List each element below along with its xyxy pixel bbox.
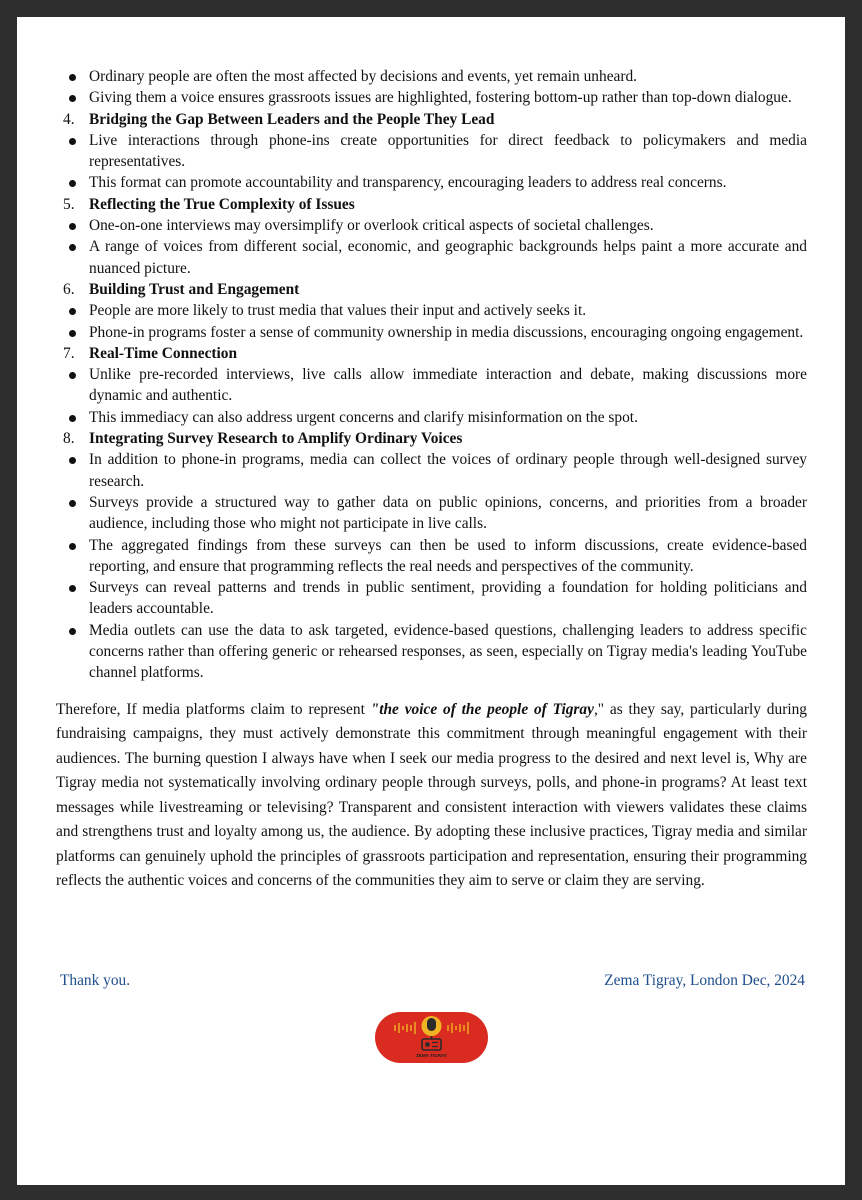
conclusion-text-start: Therefore, If media platforms claim to represent [56,700,371,718]
numbered-heading [17,109,845,130]
heading-number: 4. [63,110,75,128]
document-body [17,66,845,894]
heading-text: Bridging the Gap Between Leaders and the People They Lead [89,110,495,128]
numbered-heading [17,194,845,215]
bullet-item: Phone-in programs foster a sense of community ownership in media discussions, encouraging ongoing engagement. [17,322,845,343]
numbered-heading [17,343,845,364]
bullet-item: Media outlets can use the data to ask targeted, evidence-based questions, challenging leaders to address specific concerns rather than offering generic or rehearsed responses, as seen, especially on Tigray media's leading YouTube channel platforms. [17,620,845,684]
bullet-item: Giving them a voice ensures grassroots issues are highlighted, fostering bottom-up rather than top-down dialogue. [17,87,845,108]
heading-text: Real-Time Connection [89,344,238,362]
bullet-item: People are more likely to trust media that values their input and actively seeks it. [17,300,845,321]
bullet-item: A range of voices from different social, economic, and geographic backgrounds helps paint a more accurate and nuanced picture. [17,236,845,279]
conclusion-paragraph [56,698,807,894]
bullet-item: In addition to phone-in programs, media can collect the voices of ordinary people through well-designed survey research. [17,449,845,492]
bullet-item: The aggregated findings from these surveys can then be used to inform discussions, create evidence-based reporting, and ensure that programming reflects the real needs and perspectives of the community. [17,535,845,578]
bullet-item: This immediacy can also address urgent concerns and clarify misinformation on the spot. [17,407,845,428]
logo-text: ZEMA TIGRAY [415,1053,448,1058]
numbered-heading [17,428,845,449]
document-page [17,17,845,1185]
bullet-item: Surveys can reveal patterns and trends in public sentiment, providing a foundation for holding politicians and leaders accountable. [17,577,845,620]
heading-text: Building Trust and Engagement [89,280,300,298]
bullet-item: Ordinary people are often the most affected by decisions and events, yet remain unheard. [17,66,845,87]
bullet-item: One-on-one interviews may oversimplify or overlook critical aspects of societal challenges. [17,215,845,236]
numbered-heading [17,279,845,300]
bullet-item: This format can promote accountability and transparency, encouraging leaders to address real concerns. [17,172,845,193]
heading-number: 5. [63,195,75,213]
bullet-item: Unlike pre-recorded interviews, live calls allow immediate interaction and debate, making discussions more dynamic and authentic. [17,364,845,407]
conclusion-quote: "the voice of the people of Tigray [370,700,594,718]
heading-number: 8. [63,430,75,448]
heading-text: Integrating Survey Research to Amplify Ordinary Voices [89,430,463,448]
heading-number: 6. [63,280,75,298]
heading-text: Reflecting the True Complexity of Issues [89,195,355,213]
heading-number: 7. [63,344,75,362]
bullet-item: Live interactions through phone-ins create opportunities for direct feedback to policymakers and media representatives. [17,130,845,173]
zema-tigray-logo [375,1012,488,1063]
bullet-item: Surveys provide a structured way to gather data on public opinions, concerns, and priorities from a broader audience, including those who might not participate in live calls. [17,492,845,535]
thank-you-text: Thank you. [60,972,131,989]
signature-text: Zema Tigray, London Dec, 2024 [604,972,805,989]
conclusion-text-end: ," as they say, particularly during fundraising campaigns, they must actively demonstrate this commitment through meaningful engagement with their audiences. The burning question I always have when I seek our media progress to the desired and next level is, Why are Tigray media not systematically involving ordinary people through surveys, polls, and phone-in programs? At least text messages while livestreaming or televising? Transparent and consistent interaction with viewers validates these claims and strengthens trust and loyalty among us, the audience. By adopting these inclusive practices, Tigray media and similar platforms can genuinely uphold the principles of grassroots participation and representation, ensuring their programming reflects the authentic voices and concerns of the communities they aim to serve or claim they are serving. [56,700,807,890]
